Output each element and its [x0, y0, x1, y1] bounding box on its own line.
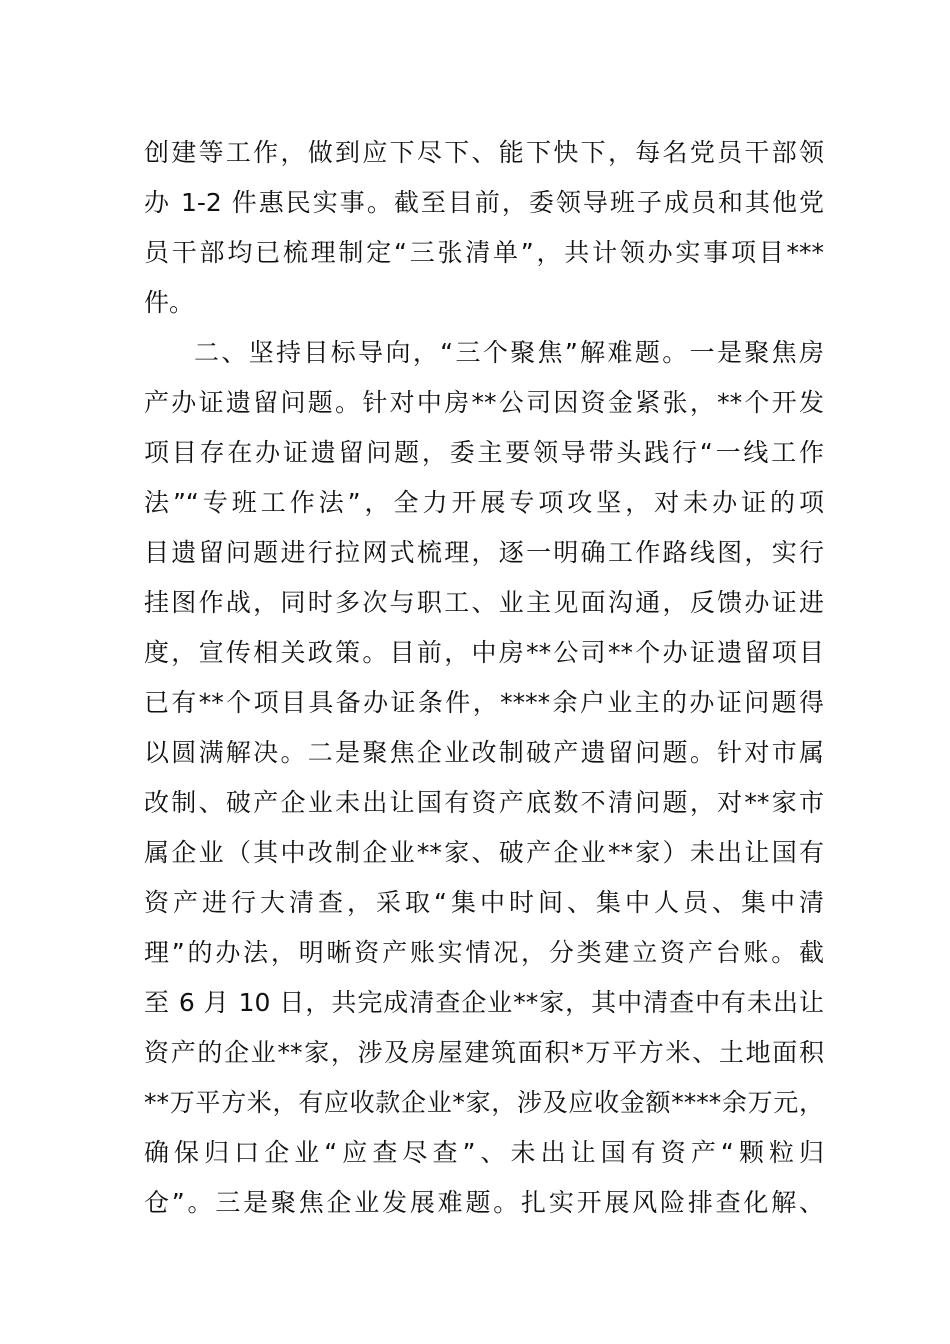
text-line: 仓”。三是聚焦企业发展难题。扎实开展风险排查化解、	[144, 1188, 824, 1217]
text-line: 以圆满解决。二是聚焦企业改制破产遗留问题。针对市属	[144, 738, 824, 767]
section-heading-line: 二、坚持目标导向，“三个聚焦”解难题。一是聚焦房	[194, 338, 824, 367]
text-line: 法”“专班工作法”，全力开展专项攻坚，对未办证的项	[144, 488, 824, 517]
text-line: **万平方米，有应收款企业*家，涉及应收金额****余万元，	[144, 1088, 824, 1117]
text-line: 已有**个项目具备办证条件，****余户业主的办证问题得	[144, 688, 824, 717]
text-line: 度，宣传相关政策。目前，中房**公司**个办证遗留项目	[144, 638, 824, 667]
text-line: 确保归口企业“应查尽查”、未出让国有资产“颗粒归	[144, 1138, 824, 1167]
body-text	[144, 128, 824, 1228]
text-line: 理”的办法，明晰资产账实情况，分类建立资产台账。截	[144, 938, 824, 967]
text-line: 产办证遗留问题。针对中房**公司因资金紧张，**个开发	[144, 388, 824, 417]
text-line: 资产进行大清查，采取“集中时间、集中人员、集中清	[144, 888, 824, 917]
text-line: 至 6 月 10 日，共完成清查企业**家，其中清查中有未出让	[144, 988, 824, 1017]
text-line: 办 1-2 件惠民实事。截至目前，委领导班子成员和其他党	[144, 188, 824, 217]
text-line: 资产的企业**家，涉及房屋建筑面积*万平方米、土地面积	[144, 1038, 824, 1067]
text-line: 项目存在办证遗留问题，委主要领导带头践行“一线工作	[144, 438, 824, 467]
text-line: 件。	[144, 288, 195, 317]
text-line: 挂图作战，同时多次与职工、业主见面沟通，反馈办证进	[144, 588, 824, 617]
text-line: 创建等工作，做到应下尽下、能下快下，每名党员干部领	[144, 138, 824, 167]
text-line: 改制、破产企业未出让国有资产底数不清问题，对**家市	[144, 788, 824, 817]
text-line: 员干部均已梳理制定“三张清单”，共计领办实事项目***	[144, 238, 824, 267]
text-line: 目遗留问题进行拉网式梳理，逐一明确工作路线图，实行	[144, 538, 824, 567]
text-line: 属企业（其中改制企业**家、破产企业**家）未出让国有	[144, 838, 824, 867]
